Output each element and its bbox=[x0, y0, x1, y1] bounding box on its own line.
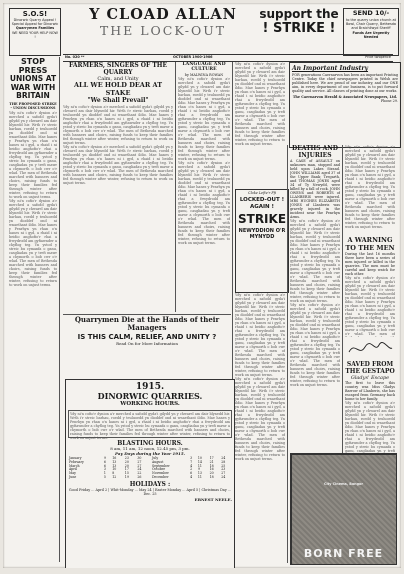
pay-day-date: 10 bbox=[112, 467, 117, 472]
pay-day-date: 14 bbox=[197, 459, 202, 464]
support-box bbox=[259, 7, 339, 43]
language-body-2 bbox=[178, 161, 230, 245]
pay-day-date: 18 bbox=[209, 475, 214, 480]
sos-line2: Quarrymen Families bbox=[15, 26, 55, 30]
deaths-body-2 bbox=[290, 303, 340, 387]
stop-press-line1: UNIONS AT bbox=[9, 74, 57, 83]
pay-days-left bbox=[68, 457, 149, 480]
saved-text: The first to leave this country was Miss Gladys Barrow of Llanberis, she has escaped from Germany back home to her family. bbox=[345, 381, 395, 401]
right-top-body bbox=[345, 145, 395, 229]
blasting-times: 8 am, 11 am, 12 noon, 12.45 pm, 3 pm. bbox=[110, 445, 190, 451]
masthead bbox=[63, 6, 263, 52]
pay-day-date: 19 bbox=[124, 475, 129, 480]
working-hours-table bbox=[68, 410, 232, 438]
pay-day-month: March bbox=[69, 463, 80, 468]
born-free-tag: City Cinema, Bangor bbox=[323, 482, 364, 486]
language-byline: by MALWINA ROWAN bbox=[184, 72, 224, 77]
pay-day-date: 24 bbox=[221, 456, 226, 461]
farmers-headline: FARMERS, SINGERS OF THE QUARRY bbox=[68, 62, 168, 76]
masthead-subtitle: THE LOCK-OUT bbox=[99, 23, 227, 38]
pay-day-date: 28 bbox=[221, 459, 226, 464]
pay-day-date: 25 bbox=[221, 463, 226, 468]
lockout-welsh: NEWYDDION O'R MYNYDD bbox=[238, 228, 286, 240]
quarrymen-note: Read On for More Information bbox=[116, 341, 178, 346]
pay-day-month: June bbox=[69, 475, 77, 480]
pay-day-date: 17 bbox=[209, 456, 214, 461]
pay-day-date: 21 bbox=[209, 459, 214, 464]
middle-body bbox=[235, 62, 285, 146]
dinorwic-ad bbox=[65, 379, 235, 568]
important-text: FOR generations Caernarvon has been an important Printing Centre. Today the chief newspapers printed in Welsh are published here. We are proud of our industry, and our ONE aim, in every department of our business, is to put forward quality and service. All classes of printing done at our works. bbox=[292, 73, 398, 93]
pay-day-date: 8 bbox=[112, 471, 115, 476]
pay-day-date: 20 bbox=[124, 463, 129, 468]
holidays-text: Good Friday ... April 2 | Whit-Monday ... May 24 | Easter Monday ... April 5 | Christmas Day ... Dec. 25 bbox=[68, 487, 232, 496]
pay-days-title: Pay Days during the Year 1915. bbox=[114, 451, 186, 457]
pay-day-month: October bbox=[152, 467, 166, 472]
pay-day-date: 4 bbox=[190, 475, 193, 480]
stop-press-line3: BRITAIN bbox=[16, 91, 50, 100]
warning-article bbox=[345, 237, 395, 337]
pay-day-date: 12 bbox=[112, 475, 117, 480]
dinorwic-title: DINORWIC QUARRIES. bbox=[97, 391, 203, 401]
farmers-quote: "We Shall Prevail" bbox=[87, 97, 149, 104]
saved-article bbox=[345, 361, 395, 461]
pay-day-month: August bbox=[152, 459, 164, 464]
pay-day-row bbox=[151, 476, 232, 480]
holidays-title: HOLIDAYS : bbox=[129, 480, 171, 488]
pay-day-date: 6 bbox=[103, 459, 106, 464]
right-column-top bbox=[345, 145, 395, 235]
quarrymen-question: IS THIS CALM, RELIEF, AND UNITY ? bbox=[77, 333, 217, 341]
pay-day-month: December bbox=[152, 475, 169, 480]
sos-line3: WE NEED YOUR HELP NOW ! bbox=[12, 31, 58, 39]
pay-day-month: April bbox=[69, 467, 77, 472]
pay-day-date: 4 bbox=[190, 463, 193, 468]
send-title: SEND 10/- bbox=[352, 9, 390, 17]
stop-press-line2: WAR WITH bbox=[10, 82, 56, 92]
lockout-small: Cloke Lefte'r Ffi bbox=[248, 191, 276, 195]
pay-day-date: 13 bbox=[112, 463, 117, 468]
support-line2: ! STRIKE ! bbox=[262, 21, 336, 36]
farmers-headline2: ALL WE HOLD DEAR AT STAKE bbox=[73, 81, 163, 97]
pay-day-month: November bbox=[152, 471, 169, 476]
language-headline: LANGUAGE AND CULTURE bbox=[182, 62, 226, 73]
lockout-headline: LOCKED-OUT ! AGAIN ! bbox=[239, 197, 285, 210]
pay-day-date: 7 bbox=[190, 459, 193, 464]
pay-day-date: 6 bbox=[190, 471, 193, 476]
support-line1: support the bbox=[259, 7, 339, 21]
signature-scribble-icon bbox=[345, 339, 395, 357]
pay-day-date: 30 bbox=[137, 456, 142, 461]
pay-day-date: 13 bbox=[112, 459, 117, 464]
pay-day-date: 9 bbox=[103, 456, 106, 461]
ad-signed: ERNEST NEELE. bbox=[194, 496, 232, 502]
pay-days-right bbox=[151, 457, 232, 480]
deaths-text: A CASE of ASSAULT on unknown man, stopped and held upon Lakes Strand. JOHN WILLIAMS aged 37 of the Upper Bank; Tregarth, and THOMAS JONES aged 34 of Ty Newydd, were killed by a fall of rock. JOHN OWENS and ROBERTS of LLANBERIS were injured. MRS HUGHES ELIZABETH JONES of Llanberis was gravely injured in the incident near the Penrhyn Arms. bbox=[290, 159, 340, 219]
pay-day-date: 6 bbox=[103, 463, 106, 468]
newspaper-page bbox=[3, 3, 401, 568]
issue-date: OCTOBER 1900-1906 bbox=[173, 55, 213, 59]
masthead-title: Y CLOAD ALLAN bbox=[89, 6, 237, 23]
stop-press-sub: THE PROPOSED STRIKE - UNION DISCUSSIONS bbox=[9, 101, 57, 110]
deaths-title: DEATHS AND INJURIES bbox=[291, 145, 338, 159]
signature bbox=[345, 339, 395, 359]
stop-press-column bbox=[9, 57, 57, 562]
sos-line1: Dinorwic Quarry Appeal ! Special Appeal for Dinorwic bbox=[11, 18, 59, 26]
pay-day-date: 27 bbox=[221, 471, 226, 476]
deaths-body bbox=[290, 219, 340, 303]
pay-day-month: September bbox=[152, 463, 170, 468]
pay-day-date: 23 bbox=[221, 467, 226, 472]
born-free-ad bbox=[290, 453, 397, 565]
middle-column-top bbox=[235, 62, 285, 187]
stop-press-headline: STOP PRESS bbox=[18, 57, 48, 75]
pay-day-date: 23 bbox=[124, 456, 129, 461]
date-line bbox=[63, 54, 393, 62]
pay-day-date: 10 bbox=[197, 456, 202, 461]
pay-day-date: 20 bbox=[209, 471, 214, 476]
sos-title: S.O.S! bbox=[22, 10, 48, 18]
pay-day-date: 26 bbox=[137, 475, 142, 480]
quarrymen-headline: Quarrymen Die at the Hands of their Managers bbox=[74, 315, 220, 332]
pay-day-month: May bbox=[69, 471, 76, 476]
farmers-body-2 bbox=[63, 145, 173, 185]
pay-day-date: 16 bbox=[112, 456, 117, 461]
pay-day-date: 5 bbox=[103, 475, 106, 480]
saved-caption: Gladys' Escape bbox=[350, 375, 390, 381]
language-article bbox=[178, 62, 230, 312]
working-hours-body bbox=[69, 411, 231, 441]
pay-day-date: 27 bbox=[137, 463, 142, 468]
pay-day-date: 2 bbox=[190, 467, 193, 472]
pay-day-date: 20 bbox=[124, 459, 129, 464]
pay-day-date: 1 bbox=[103, 471, 106, 476]
important-firm: The Caernarvon Herald & Associated Newspapers, Ltd. bbox=[292, 95, 398, 99]
middle-bottom-body-2 bbox=[235, 377, 285, 461]
pay-day-date: 27 bbox=[137, 459, 142, 464]
important-title: An Important Industry bbox=[292, 65, 369, 72]
send-foot: Funds Are Urgently Needed bbox=[352, 30, 390, 39]
send-text: to the quarry union church at Bowl, Chair Quarry, Bethesda and Braichllwyd Sheriff bbox=[345, 17, 397, 30]
sos-box bbox=[9, 8, 61, 56]
pay-day-date: 16 bbox=[209, 467, 214, 472]
language-body bbox=[178, 77, 230, 161]
warning-body bbox=[345, 276, 395, 337]
dinorwic-year: 1915. bbox=[135, 382, 165, 392]
send-box bbox=[343, 8, 399, 56]
born-free-title: BORN FREE bbox=[303, 547, 384, 560]
middle-bottom-body bbox=[235, 293, 285, 377]
pay-day-date: 3 bbox=[190, 456, 193, 461]
quarrymen-die-article bbox=[63, 316, 231, 376]
saved-headline: SAVED FROM THE GESTAPO bbox=[345, 361, 395, 375]
pay-day-date: 17 bbox=[124, 467, 129, 472]
pay-day-date: 3 bbox=[103, 467, 106, 472]
farmers-sub: Calm, and Unity bbox=[97, 76, 139, 82]
farmers-body bbox=[63, 105, 173, 145]
farmers-article bbox=[63, 62, 173, 312]
lockout-strike: STRIKE bbox=[237, 212, 287, 226]
lockout-box bbox=[235, 189, 289, 293]
pay-day-month: July bbox=[152, 456, 159, 461]
pay-day-date: 9 bbox=[197, 467, 200, 472]
stop-press-body bbox=[9, 111, 57, 199]
warning-text: During the last 16 months there have been a series of men injured or killed in the quarries. The men must be careful and keep watch for each other. bbox=[345, 252, 395, 276]
warning-title: A WARNING TO THE MEN bbox=[345, 237, 395, 252]
pay-day-date: 11 bbox=[197, 463, 202, 468]
pay-day-month: January bbox=[69, 456, 82, 461]
pay-day-row bbox=[68, 476, 149, 480]
blasting-title: BLASTING HOURS. bbox=[117, 439, 183, 447]
pay-day-date: 13 bbox=[197, 471, 202, 476]
pay-day-date: 22 bbox=[137, 471, 142, 476]
pay-day-month: February bbox=[69, 459, 84, 464]
important-industry-box bbox=[289, 62, 401, 148]
important-phone: Phone 29. bbox=[380, 99, 398, 103]
pay-day-date: 24 bbox=[137, 467, 142, 472]
issue-price: Price twopence bbox=[365, 55, 391, 59]
pay-day-date: 24 bbox=[221, 475, 226, 480]
issue-number: No. 020 ** bbox=[65, 55, 85, 59]
pay-day-date: 18 bbox=[209, 463, 214, 468]
stop-press-body-2 bbox=[9, 199, 57, 287]
middle-column-bottom bbox=[235, 293, 285, 563]
pay-day-date: 11 bbox=[197, 475, 202, 480]
saved-body bbox=[345, 401, 395, 461]
pay-days bbox=[68, 457, 232, 480]
dinorwic-sub: WORKING HOURS. bbox=[120, 401, 180, 407]
pay-day-date: 15 bbox=[124, 471, 129, 476]
